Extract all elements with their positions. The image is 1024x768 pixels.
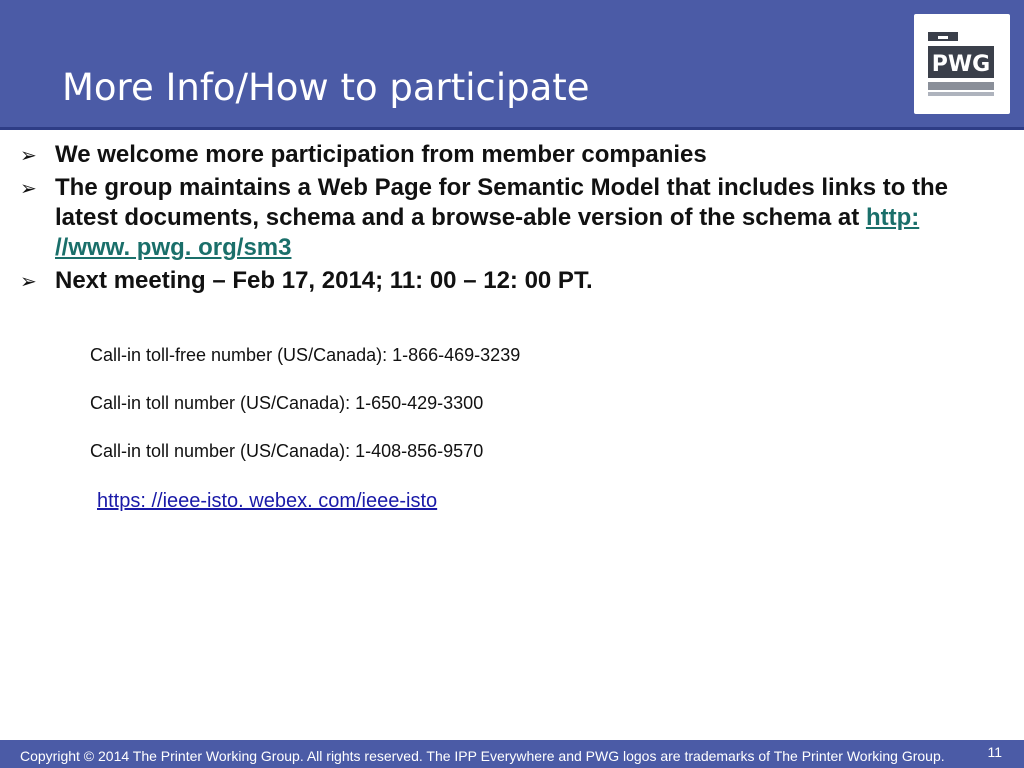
semantic-model-link[interactable]: http: //www. pwg. org/sm3: [55, 204, 920, 261]
webex-link[interactable]: https: //ieee-isto. webex. com/ieee-isto: [97, 490, 438, 512]
dial-in-toll-free: Call-in toll-free number (US/Canada): 1-866-469-3239: [90, 345, 521, 365]
bullet-list: [18, 140, 978, 299]
dial-in-toll-650: Call-in toll number (US/Canada): 1-650-429-3300: [90, 393, 484, 413]
dial-in-list: [90, 344, 520, 488]
arrowhead-bullet-icon: ➢: [20, 176, 37, 200]
footer-bar: [0, 740, 1024, 768]
arrowhead-bullet-icon: ➢: [20, 143, 37, 167]
bullet-next-meeting: [18, 266, 978, 296]
dial-in-toll-408: Call-in toll number (US/Canada): 1-408-856-9570: [90, 441, 484, 461]
bullet-text: We welcome more participation from member companies: [55, 141, 707, 168]
bullet-text: The group maintains a Web Page for Semantic Model that includes links to the latest documents, schema and a browse-able version of the schema at: [55, 174, 949, 231]
copyright-text: Copyright © 2014 The Printer Working Group. All rights reserved. The IPP Everywhere and PWG logos are trademarks of The Printer Working Group.: [20, 748, 945, 764]
pwg-logo-icon: [914, 14, 1010, 114]
bullet-text: Next meeting – Feb 17, 2014; 11: 00 – 12: 00 PT.: [55, 267, 593, 294]
bullet-participation: [18, 140, 978, 170]
page-number: 11: [987, 744, 1002, 760]
logo-text: PWG: [931, 52, 991, 77]
bullet-web-page: [18, 173, 978, 263]
header-divider: [0, 127, 1024, 130]
arrowhead-bullet-icon: ➢: [20, 269, 37, 293]
slide-title: More Info/How to participate: [62, 66, 590, 109]
header-bar: [0, 0, 1024, 127]
